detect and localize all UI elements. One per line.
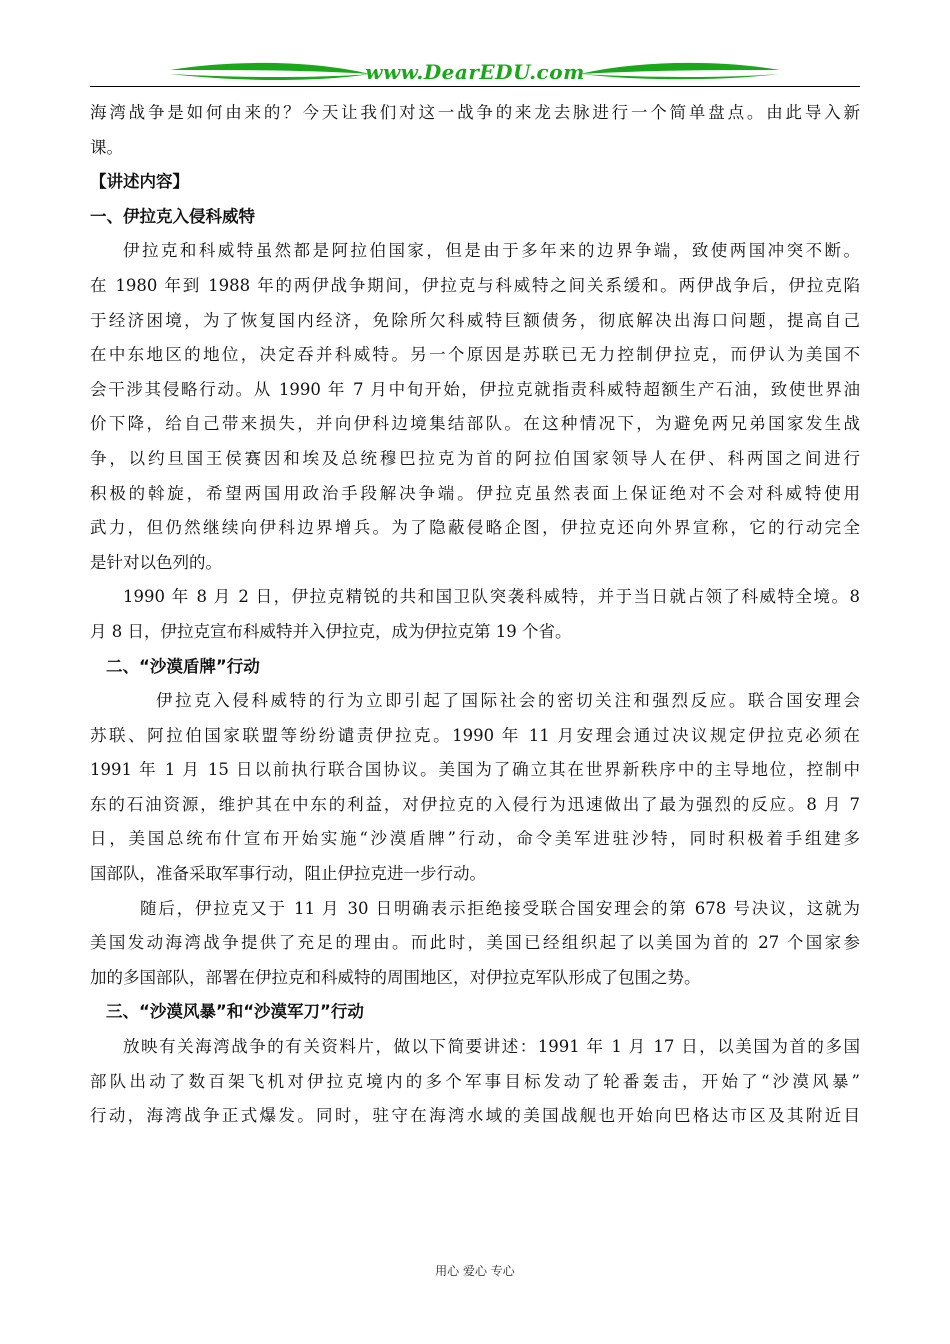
section-heading: 二、“沙漠盾牌”行动 [106, 656, 260, 676]
section-label: 【讲述内容】 [90, 172, 189, 192]
body-line: 部队出动了数百架飞机对伊拉克境内的多个军事目标发动了轮番轰击，开始了“沙漠风暴” [90, 1071, 860, 1091]
body-line: 国部队，准备采取军事行动，阻止伊拉克进一步行动。 [90, 864, 486, 884]
body-line: 在 1980 年到 1988 年的两伊战争期间，伊拉克与科威特之间关系缓和。两伊战争后，伊拉克陷 [90, 275, 860, 295]
body-line: 是针对以色列的。 [90, 552, 222, 572]
body-line: 苏联、阿拉伯国家联盟等纷纷谴责伊拉克。1990 年 11 月安理会通过决议规定伊拉克必须在 [90, 725, 860, 745]
body-line: 月 8 日，伊拉克宣布科威特并入伊拉克，成为伊拉克第 19 个省。 [90, 621, 572, 641]
header-rule [90, 86, 860, 87]
document-body [90, 96, 860, 1134]
body-line: 积极的斡旋，希望两国用政治手段解决争端。伊拉克虽然表面上保证绝对不会对科威特使用 [90, 483, 860, 503]
body-line: 1991 年 1 月 15 日以前执行联合国协议。美国为了确立其在世界新秩序中的主导地位，控制中 [90, 760, 860, 780]
body-line: 美国发动海湾战争提供了充足的理由。而此时，美国已经组织起了以美国为首的 27 个国家参 [90, 933, 860, 953]
body-line: 随后，伊拉克又于 11 月 30 日明确表示拒绝接受联合国安理会的第 678 号决议，这就为 [140, 898, 860, 918]
body-line: 行动，海湾战争正式爆发。同时，驻守在海湾水域的美国战舰也开始向巴格达市区及其附近目 [90, 1106, 860, 1126]
body-line: 东的石油资源，维护其在中东的利益，对伊拉克的入侵行为迅速做出了最为强烈的反应。8 月 7 [90, 794, 860, 814]
body-line: 日，美国总统布什宣布开始实施“沙漠盾牌”行动，命令美军进驻沙特，同时积极着手组建多 [90, 829, 860, 849]
section-heading: 一、伊拉克入侵科威特 [90, 206, 255, 226]
body-line: 伊拉克入侵科威特的行为立即引起了国际社会的密切关注和强烈反应。联合国安理会 [156, 691, 860, 711]
body-line: 武力，但仍然继续向伊科边界增兵。为了隐蔽侵略企图，伊拉克还向外界宣称，它的行动完全 [90, 518, 860, 538]
body-line: 争，以约旦国王侯赛因和埃及总统穆巴拉克为首的阿拉伯国家领导人在伊、科两国之间进行 [90, 448, 860, 468]
body-line: 加的多国部队，部署在伊拉克和科威特的周围地区，对伊拉克军队形成了包围之势。 [90, 967, 701, 987]
body-line: 伊拉克和科威特虽然都是阿拉伯国家，但是由于多年来的边界争端，致使两国冲突不断。 [123, 241, 860, 261]
body-line: 于经济困境，为了恢复国内经济，免除所欠科威特巨额债务，彻底解决出海口问题，提高自己 [90, 310, 860, 330]
body-line: 价下降，给自己带来损失，并向伊科边境集结部队。在这种情况下，为避免两兄弟国家发生战 [90, 414, 860, 434]
body-line: 会干涉其侵略行动。从 1990 年 7 月中旬开始，伊拉克就指责科威特超额生产石油，致使世界油 [90, 379, 860, 399]
site-logo-text: www.DearEDU.com [365, 60, 585, 84]
section-heading: 三、“沙漠风暴”和“沙漠军刀”行动 [106, 1002, 364, 1022]
body-line: 海湾战争是如何由来的？今天让我们对这一战争的来龙去脉进行一个简单盘点。由此导入新 [90, 103, 860, 122]
page-footer: 用心 爱心 专心 [435, 1264, 515, 1278]
body-line: 课。 [90, 137, 123, 157]
body-line: 在中东地区的地位，决定吞并科威特。另一个原因是苏联已无力控制伊拉克，而伊认为美国不 [90, 345, 860, 365]
body-line: 放映有关海湾战争的有关资料片，做以下简要讲述：1991 年 1 月 17 日，以美国为首的多国 [123, 1037, 860, 1057]
body-line: 1990 年 8 月 2 日，伊拉克精锐的共和国卫队突袭科威特，并于当日就占领了科威特全境。8 [123, 587, 860, 607]
